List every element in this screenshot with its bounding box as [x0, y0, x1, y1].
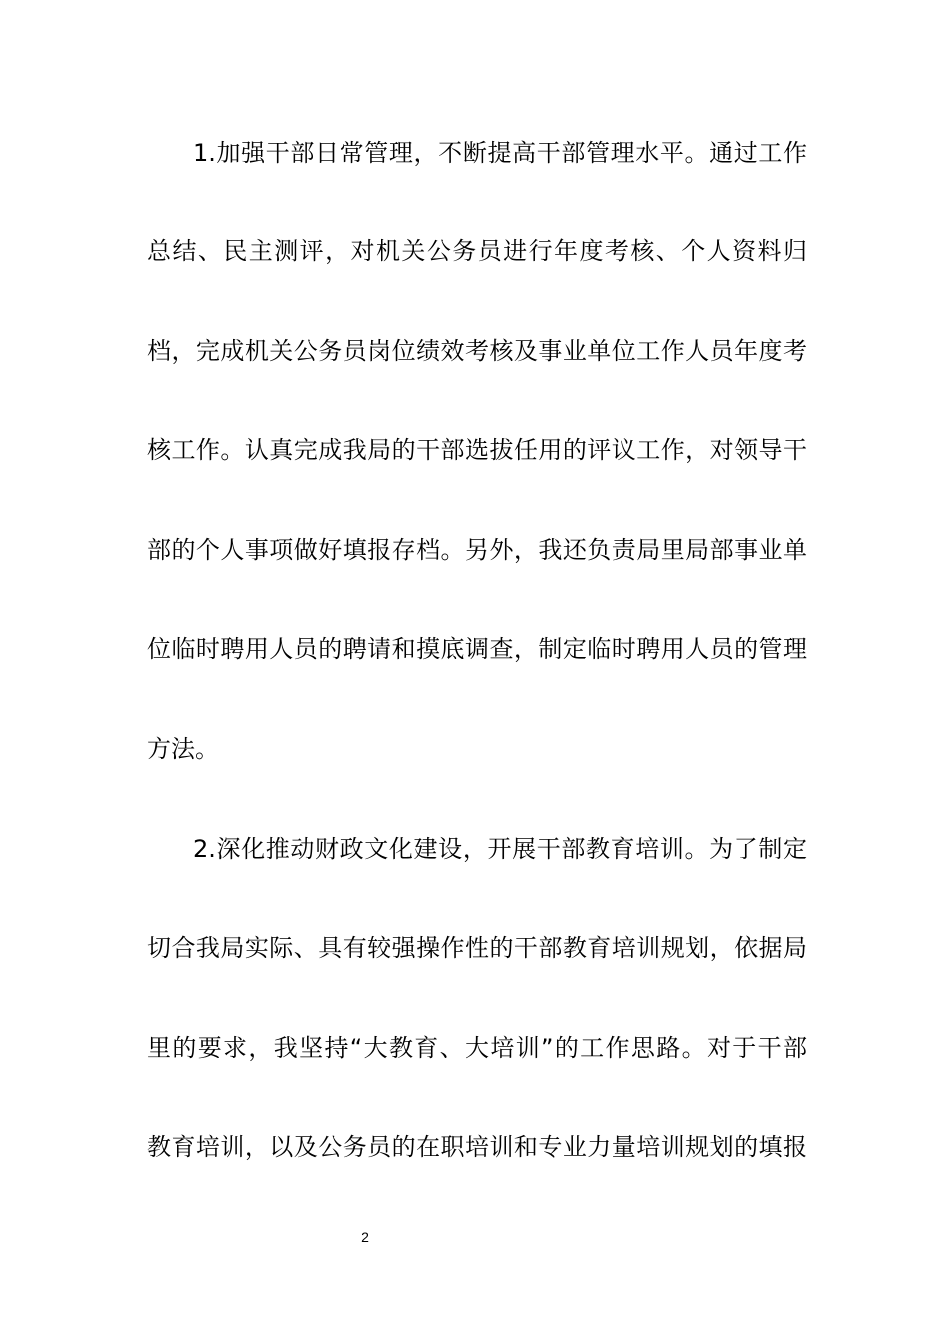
paragraph-2-line-2: 切合我局实际、具有较强操作性的干部教育培训规划，依据局	[147, 934, 807, 962]
paragraph-2-line-1: 2.深化推动财政文化建设，开展干部教育培训。为了制定	[193, 835, 807, 863]
page-number: 2	[361, 1229, 369, 1245]
paragraph-1-line-5: 部的个人事项做好填报存档。另外，我还负责局里局部事业单	[147, 536, 807, 564]
paragraph-2-line-4: 教育培训，以及公务员的在职培训和专业力量培训规划的填报	[147, 1133, 807, 1161]
paragraph-1-line-4: 核工作。认真完成我局的干部选拔任用的评议工作，对领导干	[147, 436, 807, 464]
paragraph-1-line-1: 1.加强干部日常管理，不断提高干部管理水平。通过工作	[193, 139, 807, 167]
paragraph-2-line-3: 里的要求，我坚持“大教育、大培训”的工作思路。对于干部	[147, 1034, 807, 1062]
paragraph-1-line-3: 档，完成机关公务员岗位绩效考核及事业单位工作人员年度考	[147, 337, 807, 365]
paragraph-1-line-6: 位临时聘用人员的聘请和摸底调查，制定临时聘用人员的管理	[147, 635, 807, 663]
paragraph-1-line-7: 方法。	[147, 735, 219, 763]
paragraph-1-line-2: 总结、民主测评，对机关公务员进行年度考核、个人资料归	[147, 237, 807, 265]
